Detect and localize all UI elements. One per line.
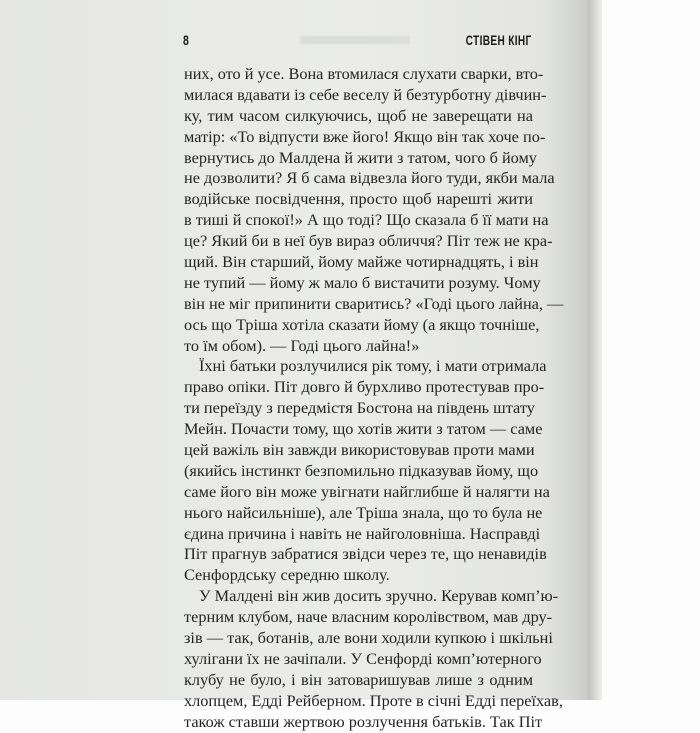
text-line: милася вдавати із себе веселу й безтурботну дівчин- — [184, 84, 547, 104]
text-line: не дозволити? Я б сама відвезла його туди, якби мала — [184, 168, 555, 188]
text-line: ось що Тріша хотіла сказати йому (а якщо точніше, — [184, 314, 540, 334]
text-line: нього найсильніше), але Тріша знала, що то була не — [184, 502, 543, 522]
text-line: вернутись до Малдена й жити з татом, чого б йому — [184, 147, 537, 167]
text-line: в тиші й спокої!» А що тоді? Що сказала б її мати на — [184, 210, 549, 230]
text-line: право опіки. Піт довго й бурхливо протестував про- — [184, 377, 545, 397]
text-line: саме його він може увігнати найглибше й налягти на — [184, 481, 550, 501]
text-line: хлопцем, Едді Рейберном. Проте в січні Едді переїхав, — [184, 690, 563, 710]
text-line: терним клубом, наче власним королівством, мав дру- — [184, 607, 553, 627]
page-number: 8 — [183, 32, 189, 48]
text-line: У Малдені він жив досить зручно. Керував комп’ю- — [199, 586, 559, 606]
page-edge-shadow — [588, 0, 602, 700]
text-line: (якийсь інстинкт безпомильно підказував йому, що — [184, 460, 539, 480]
text-line: них, ото й усе. Вона втомилася слухати сварки, вто- — [184, 64, 544, 83]
text-line: водійське посвідчення, просто щоб нарешті жити — [184, 189, 533, 209]
text-line: клубу не було, і він затоваришував лише з одним — [184, 669, 533, 689]
body-text — [184, 64, 564, 733]
text-line: це? Який би в неї був вираз обличчя? Піт теж не кра- — [184, 231, 553, 251]
text-line: щий. Він старший, йому майже чотирнадцять, і він — [184, 252, 539, 272]
text-line: то їм обом). — Годі цього лайна!» — [184, 335, 420, 355]
text-line: хулігани їх не зачіпали. У Сенфорді комп’ютерного — [184, 648, 542, 668]
text-line: Мейн. Почасти тому, що хотів жити з татом — саме — [184, 419, 543, 439]
text-line: Сенфордську середню школу. — [184, 565, 390, 585]
text-line: єдина причина і навіть не найголовніша. Насправді — [184, 523, 541, 543]
text-line: не тупий — йому ж мало б вистачити розуму. Чому — [184, 272, 541, 292]
text-line: матір: «То відпусти вже його! Якщо він так хоче по- — [184, 126, 546, 146]
text-line: Піт прагнув забратися звідси через те, що ненавидів — [184, 544, 547, 564]
running-head: СТІВЕН КІНГ — [466, 32, 532, 48]
text-line: цей важіль він завжди використовував проти мами — [184, 440, 535, 460]
text-line: також ставши жертвою розлучення батьків. Так Піт — [184, 711, 543, 731]
text-line: ти переїзду з передмістя Бостона на південь штату — [184, 398, 535, 418]
text-line: Їхні батьки розлучилися рік тому, і мати отримала — [199, 356, 547, 376]
text-line: зів — так, ботанів, але вони ходили купкою і шкільні — [184, 628, 553, 648]
text-line: ку, тим часом силкуючись, щоб не заверещати на — [184, 105, 533, 125]
text-line: він не міг припинити сваритись? «Годі цього лайна, — — [184, 293, 564, 313]
bleed-through-shadow — [300, 36, 410, 44]
